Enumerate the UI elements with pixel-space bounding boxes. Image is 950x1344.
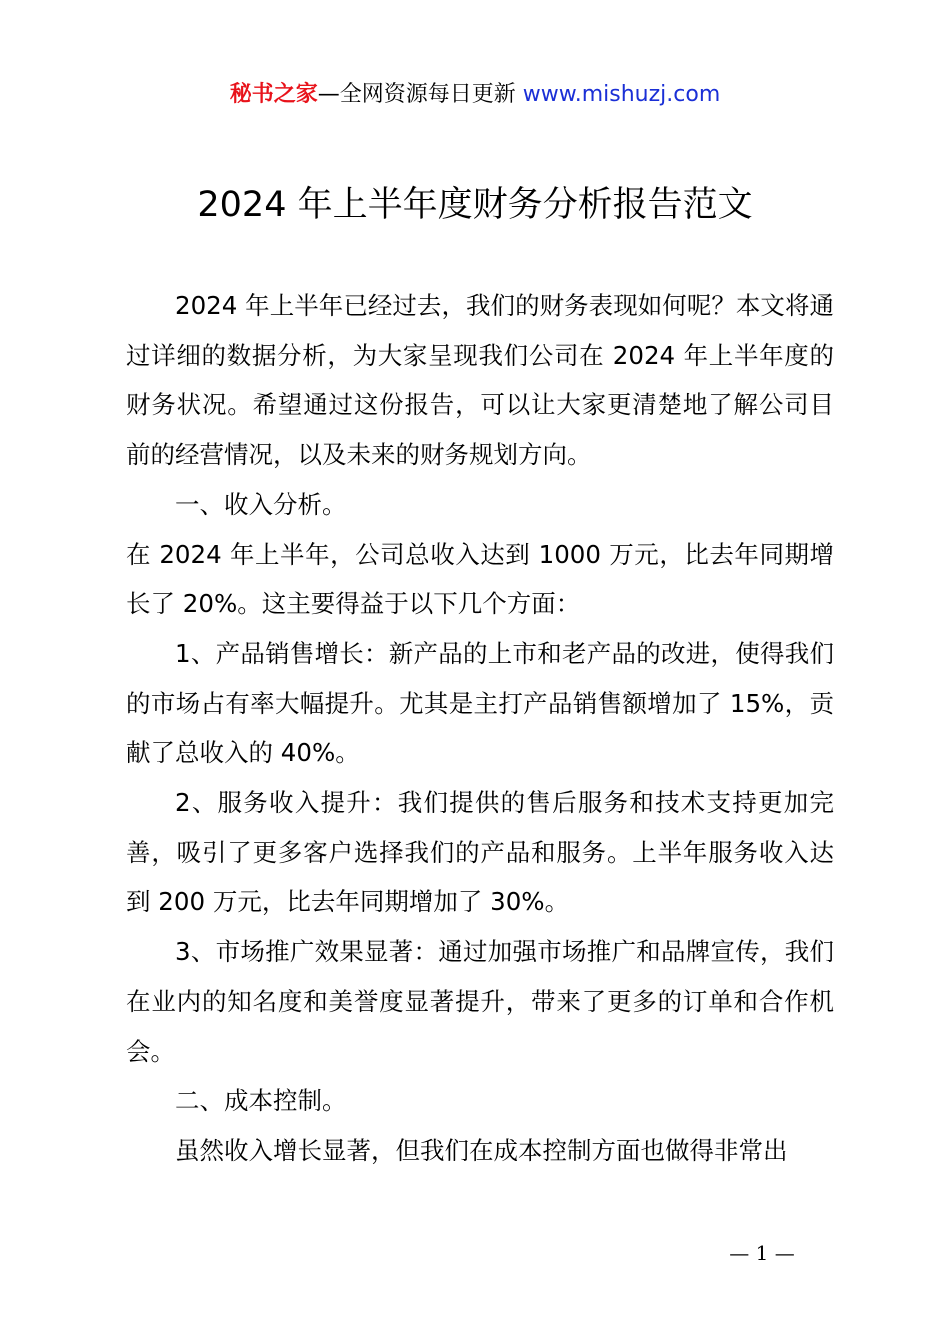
section-heading-cost-control: 二、成本控制。 — [175, 1086, 347, 1116]
page-number: — 1 — — [729, 1241, 795, 1265]
section-heading-income: 一、收入分析。 — [175, 489, 347, 519]
document-title: 2024 年上半年度财务分析报告范文 — [197, 185, 753, 225]
income-item-marketing: 3、市场推广效果显著：通过加强市场推广和品牌宣传，我们在业内的知名度和美誉度显著提升，带来了更多的订单和合作机会。 — [126, 937, 834, 1066]
document-body — [126, 281, 834, 1176]
header-slogan: —全网资源每日更新 — [317, 82, 516, 107]
income-item-service-revenue: 2、服务收入提升：我们提供的售后服务和技术支持更加完善，吸引了更多客户选择我们的产品和服务。上半年服务收入达到 200 万元，比去年同期增加了 30%。 — [126, 788, 834, 917]
cost-control-paragraph: 虽然收入增长显著，但我们在成本控制方面也做得非常出 — [175, 1135, 788, 1165]
brand-name: 秘书之家 — [229, 82, 318, 107]
income-item-product-sales: 1、产品销售增长：新产品的上市和老产品的改进，使得我们的市场占有率大幅提升。尤其是主打产品销售额增加了 15%，贡献了总收入的 40%。 — [126, 638, 834, 768]
intro-paragraph: 2024 年上半年已经过去，我们的财务表现如何呢？本文将通过详细的数据分析，为大家呈现我们公司在 2024 年上半年度的财务状况。希望通过这份报告，可以让大家更清楚地了解公司目前的经营情况，以及未来的财务规划方向。 — [126, 291, 834, 470]
income-summary-paragraph: 在 2024 年上半年，公司总收入达到 1000 万元，比去年同期增长了 20%。这主要得益于以下几个方面： — [126, 539, 834, 619]
site-header — [0, 78, 950, 112]
site-url-link[interactable]: www.mishuzj.com — [522, 82, 721, 107]
